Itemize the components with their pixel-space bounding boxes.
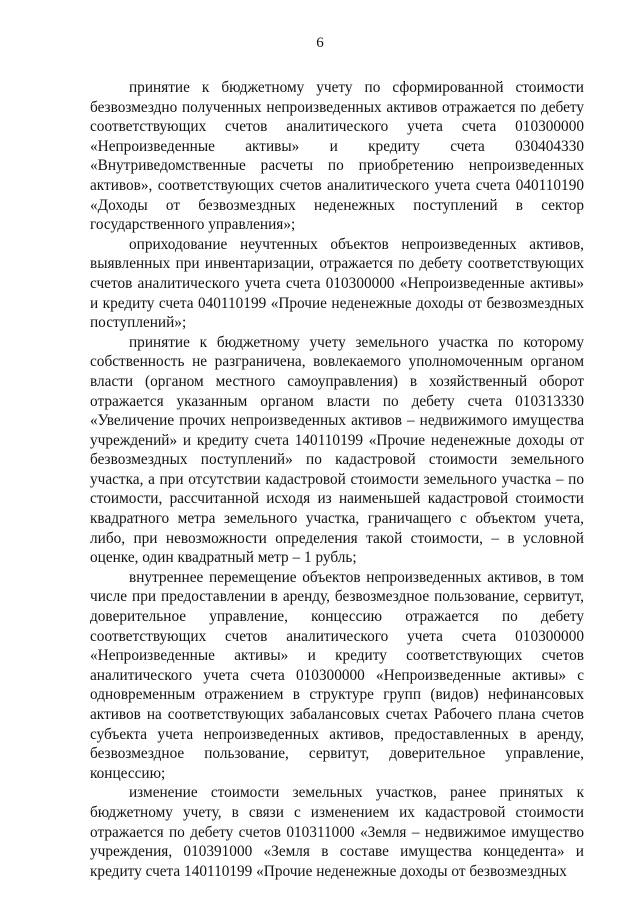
paragraph-cadastral-value-change: изменение стоимости земельных участков, ранее принятых к бюджетному учету, в связи с изменением их кадастровой стоимости отражается по дебету счетов 010311000 «Земля – недвижимое имущество учреждения, 010391000 «Земля в составе имущества концедента» и кредиту счета 140110199 «Прочие неденежные доходы от безвозмездных <box>90 784 584 880</box>
paragraph-internal-transfer: внутреннее перемещение объектов непроизведенных активов, в том числе при предоставлении в аренду, безвозмездное пользование, сервитут, доверительное управление, концессию отражается по дебету соответствующих счетов аналитического учета счета 010300000 «Непроизведенные активы» и кредиту соответствующих счетов аналитического учета счета 010300000 «Непроизведенные активы» с одновременным отражением в структуре групп (видов) нефинансовых активов на соответствующих забалансовых счетах Рабочего плана счетов субъекта учета непроизведенных активов, предоставленных в аренду, безвозмездное пользование, сервитут, доверительное управление, концессию; <box>90 568 584 782</box>
paragraph-inventory-surplus: оприходование неучтенных объектов непроизведенных активов, выявленных при инвентаризации, отражается по дебету соответствующих счетов аналитического учета счета 010300000 «Непроизведенные активы» и кредиту счета 040110199 «Прочие неденежные доходы от безвозмездных поступлений»; <box>90 235 584 332</box>
paragraph-land-plot-acceptance: принятие к бюджетному учету земельного участка по которому собственность не разграничена, вовлекаемого уполномоченным органом власти (органом местного самоуправления) в хозяйственный оборот отражается указанным органом власти по дебету счета 010313330 «Увеличение прочих непроизведенных активов – недвижимого имущества учреждений» и кредиту счета 140110199 «Прочие неденежные доходы от безвозмездных поступлений» по кадастровой стоимости земельного участка, а при отсутствии кадастровой стоимости земельного участка – по стоимости, рассчитанной исходя из наименьшей кадастровой стоимости квадратного метра земельного участка, граничащего с объектом учета, либо, при невозможности определения такой стоимости, – в условной оценке, один квадратный метр – 1 рубль; <box>90 333 584 567</box>
paragraph-acceptance-gratuitous-assets: принятие к бюджетному учету по сформированной стоимости безвозмездно полученных непроизведенных активов отражается по дебету соответствующих счетов аналитического учета счета 010300000 «Непроизведенные активы» и кредиту счета 030404330 «Внутриведомственные расчеты по приобретению непроизведенных активов», соответствующих счетов аналитического учета счета 040110190 «Доходы от безвозмездных неденежных поступлений в сектор государственного управления»; <box>90 79 584 234</box>
page-number: 6 <box>316 35 324 51</box>
document-body <box>90 78 584 881</box>
